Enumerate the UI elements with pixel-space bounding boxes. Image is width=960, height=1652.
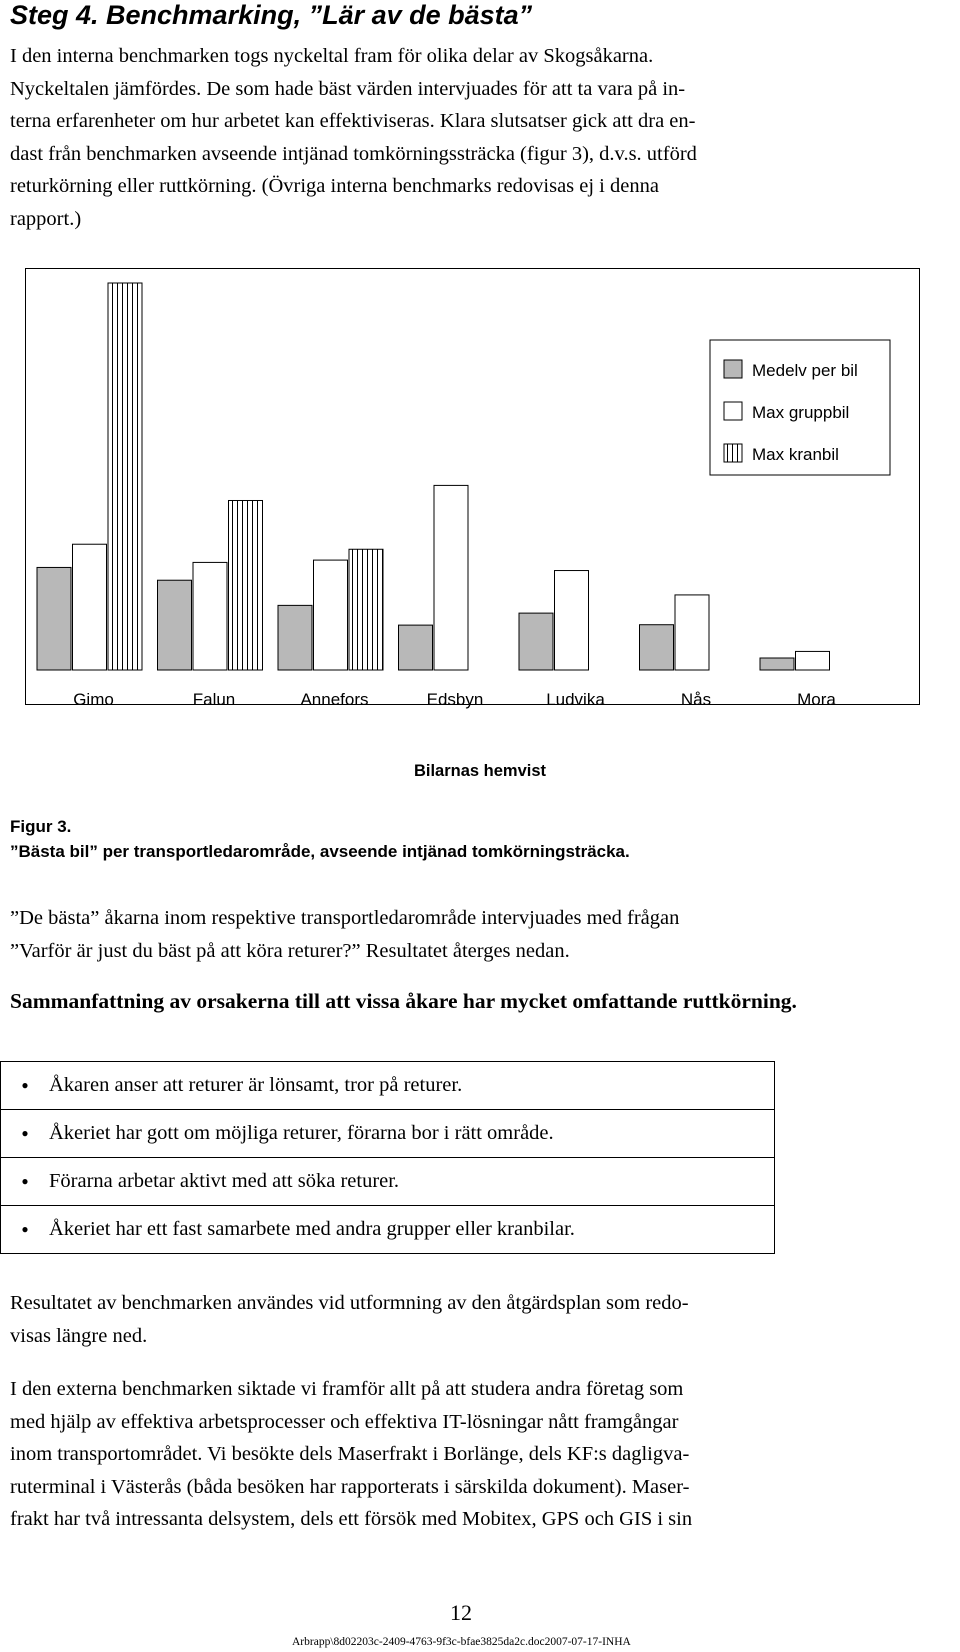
legend-swatch <box>724 444 742 462</box>
list-item: ● Åkeriet har gott om möjliga returer, förarna bor i rätt område. <box>1 1110 774 1158</box>
text-line: inom transportområdet. Vi besökte dels Maserfrakt i Borlänge, dels KF:s dagligva- <box>10 1443 690 1465</box>
text-line: med hjälp av effektiva arbetsprocesser och effektiva IT-lösningar nått framgångar <box>10 1410 679 1433</box>
legend-label: Max gruppbil <box>752 403 850 422</box>
x-tick-label: Nås <box>680 690 712 709</box>
x-tick-label: Gimo <box>73 690 114 709</box>
x-tick-label: Edsbyn <box>426 690 484 709</box>
text-line: Nyckeltalen jämfördes. De som hade bäst värden intervjuades för att ta vara på in- <box>10 77 686 100</box>
x-tick-label: Ludvika <box>546 690 605 709</box>
x-axis-label: Bilarnas hemvist <box>413 762 547 780</box>
list-item: ● Förarna arbetar aktivt med att söka returer. <box>1 1158 774 1206</box>
text-line: returkörning eller ruttkörning. (Övriga interna benchmarks redovisas ej i denna <box>10 175 659 197</box>
bar-mora-series-0 <box>760 658 794 670</box>
external-benchmark-paragraph <box>10 1373 920 1536</box>
figure-caption-text: ”Bästa bil” per transportledarområde, avseende intjänad tomkörningsträcka. <box>10 842 630 861</box>
text-line: terna erfarenheter om hur arbetet kan effektiviseras. Klara slutsatser gick att dra en- <box>10 110 696 132</box>
intro-paragraph <box>10 40 910 235</box>
interview-paragraph <box>10 902 910 967</box>
bar-gimo-series-0 <box>37 567 71 670</box>
legend-swatch <box>724 360 742 378</box>
bar-annefors-series-2 <box>349 549 383 670</box>
bar-ludvika-series-0 <box>519 613 553 670</box>
bar-nås-series-0 <box>640 625 674 670</box>
text-line: dast från benchmarken avseende intjänad tomkörningssträcka (figur 3), d.v.s. utförd <box>10 142 697 165</box>
bar-falun-series-2 <box>229 500 263 670</box>
bar-ludvika-series-1 <box>555 571 589 670</box>
bar-gimo-series-2 <box>108 283 142 670</box>
legend-swatch <box>724 402 742 420</box>
bullet-icon: ● <box>21 1126 29 1140</box>
text-line: frakt har två intressanta delsystem, dels ett försök med Mobitex, GPS och GIS i sin <box>10 1508 693 1530</box>
chart-svg <box>25 268 920 780</box>
footer-file-path: Arbrapp\8d02203c-2409-4763-9f3c-bfae3825da2c.doc2007-07-17-INHA <box>292 1636 631 1648</box>
text-line: ruterminal i Västerås (båda besöken har rapporterats i särskilda dokument). Maser- <box>10 1475 690 1498</box>
x-tick-label: Falun <box>192 690 236 709</box>
bar-edsbyn-series-0 <box>399 625 433 670</box>
legend-label: Medelv per bil <box>752 361 858 380</box>
figure-caption <box>10 814 630 864</box>
bar-annefors-series-0 <box>278 605 312 670</box>
bar-falun-series-1 <box>193 562 227 670</box>
bar-mora-series-1 <box>796 651 830 670</box>
bar-gimo-series-1 <box>73 544 107 670</box>
x-tick-label: Mora <box>797 690 836 709</box>
result-paragraph <box>10 1287 910 1352</box>
list-item: ● Åkaren anser att returer är lönsamt, tror på returer. <box>1 1062 774 1110</box>
figure-label: Figur 3. <box>10 817 72 836</box>
text-line: Resultatet av benchmarken användes vid utformning av den åtgärdsplan som redo- <box>10 1292 689 1314</box>
text-line: I den externa benchmarken siktade vi framför allt på att studera andra företag som <box>10 1378 684 1400</box>
bar-annefors-series-1 <box>314 560 348 670</box>
text-line: rapport.) <box>10 207 82 230</box>
bar-edsbyn-series-1 <box>434 485 468 670</box>
bar-falun-series-0 <box>158 580 192 670</box>
legend-label: Max kranbil <box>752 445 839 464</box>
benchmark-chart <box>25 268 920 780</box>
reasons-list <box>0 1061 775 1254</box>
text-line: ”De bästa” åkarna inom respektive transportledarområde intervjuades med frågan <box>10 907 680 929</box>
page-number: 12 <box>450 1600 472 1625</box>
bar-nås-series-1 <box>675 595 709 670</box>
text-line: I den interna benchmarken togs nyckeltal fram för olika delar av Skogsåkarna. <box>10 45 654 67</box>
summary-heading: Sammanfattning av orsakerna till att vissa åkare har mycket omfattande ruttkörning. <box>10 989 797 1013</box>
bullet-icon: ● <box>21 1174 29 1188</box>
bullet-icon: ● <box>21 1078 29 1092</box>
bullet-icon: ● <box>21 1222 29 1236</box>
x-tick-label: Annefors <box>300 690 369 709</box>
text-line: ”Varför är just du bäst på att köra returer?” Resultatet återges nedan. <box>10 939 570 962</box>
list-item: ● Åkeriet har ett fast samarbete med andra grupper eller kranbilar. <box>1 1206 774 1253</box>
text-line: visas längre ned. <box>10 1324 148 1347</box>
section-heading: Steg 4. Benchmarking, ”Lär av de bästa” <box>10 0 533 30</box>
